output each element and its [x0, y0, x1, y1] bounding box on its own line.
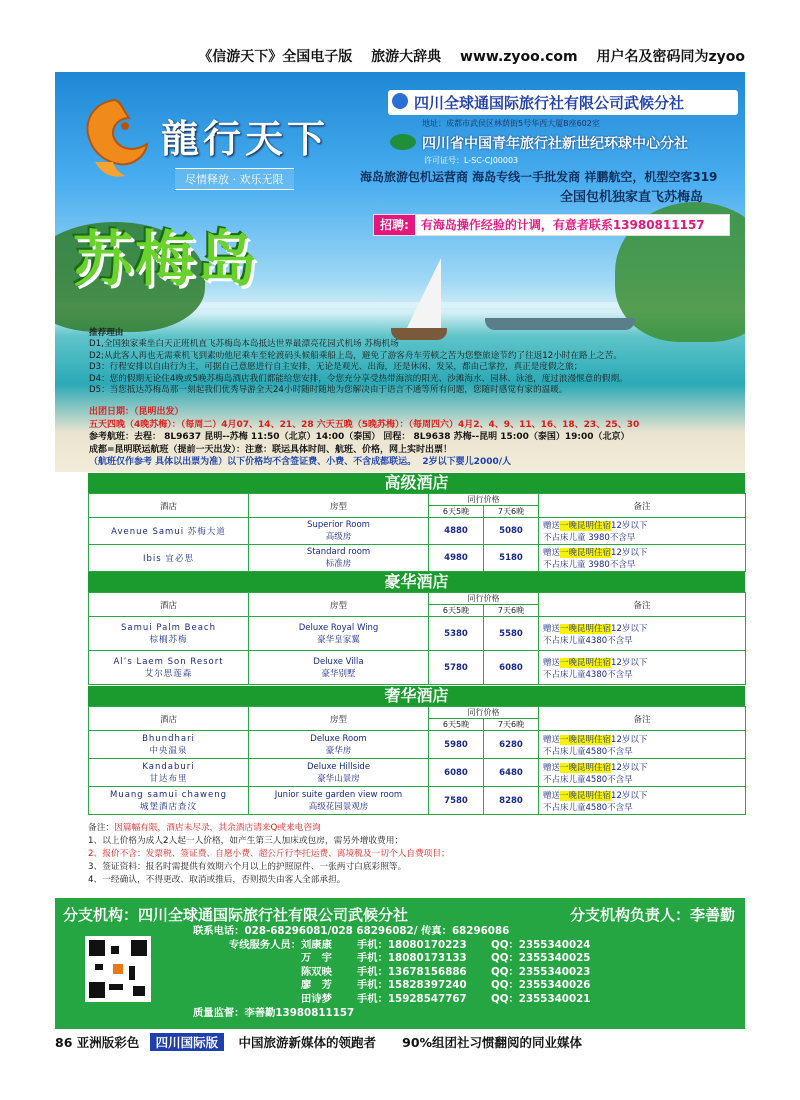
child-price-note: 不占床儿童4380不含早: [543, 635, 633, 646]
col-remark: 备注: [539, 593, 746, 617]
dragon-icon: [75, 92, 155, 182]
agency-primary: [388, 90, 738, 115]
agency-primary-name: 四川全球通国际旅行社有限公司武候分社: [414, 94, 685, 112]
room-cell: [249, 545, 429, 572]
remark-cell: [539, 545, 746, 572]
hotel-cn: 中央温泉: [149, 745, 188, 756]
child-price-note: 不占床儿童 3980不含早: [543, 560, 636, 570]
schedule-info: [89, 406, 741, 469]
bottom-slogan1: 中国旅游新媒体的领跑者: [238, 1035, 376, 1050]
section-title: 豪华酒店: [88, 572, 745, 592]
col-6d: 6天5晚: [429, 719, 484, 731]
hotel-en: Samui Palm Beach: [121, 622, 216, 633]
age-note: 12岁以下: [611, 734, 648, 745]
staff-row: [193, 966, 590, 980]
gift-highlight: 一晚昆明住宿: [560, 734, 612, 745]
remarks-block: [88, 822, 738, 887]
remarks-r4: 4、一经确认，不得更改、取消或推后，否则损失由客人全部承担。: [88, 875, 346, 885]
price-7d: 6480: [484, 759, 539, 787]
staff-qq[interactable]: QQ：2355340025: [491, 952, 591, 965]
room-cell: [249, 787, 429, 815]
room-cn: 豪华皇家翼: [317, 634, 360, 645]
age-note: 12岁以下: [611, 762, 648, 773]
hotel-cell: [89, 518, 249, 545]
age-note: 12岁以下: [611, 548, 648, 558]
age-note: 12岁以下: [611, 657, 648, 668]
col-7d: 7天6晚: [484, 605, 539, 617]
col-room: 房型: [249, 593, 429, 617]
remarks-label: 备注：: [88, 823, 115, 833]
table-row: [89, 759, 746, 787]
room-cn: 豪华房: [325, 745, 352, 756]
price-note-row: [89, 456, 741, 469]
table-row: [89, 545, 746, 572]
staff-mobile[interactable]: 手机：15928547767: [357, 992, 467, 1005]
room-cell: [249, 731, 429, 759]
gift-highlight: 一晚昆明住宿: [560, 521, 612, 531]
price-6d: 4980: [429, 545, 484, 572]
table-row: [89, 731, 746, 759]
edition-tag: 四川国际版: [150, 1033, 225, 1051]
branch-name: 分支机构：四川全球通国际旅行社有限公司武候分社: [63, 906, 409, 924]
reason-d1: D1,全国独家乘坐白天正班机直飞苏梅岛本岛抵达世界最漂亮花园式机场 苏梅机场: [89, 339, 399, 350]
hotel-cn: 甘达布里: [149, 773, 188, 784]
staff-name: 田诗梦: [301, 992, 332, 1005]
child-price-note: 不占床儿童4580不含早: [543, 802, 633, 813]
gift-highlight: 一晚昆明住宿: [560, 762, 612, 773]
price-6d: 5780: [429, 651, 484, 685]
price-7d: 6080: [484, 651, 539, 685]
hotline-label: 专线服务人员：: [228, 938, 301, 951]
hotel-cell: [89, 617, 249, 651]
col-hotel: 酒店: [89, 707, 249, 731]
reason-d4: D4：您的假期无论住4晚或5晚苏梅岛酒店我们都能给您安排，令您充分享受热带海滨的阳光、沙滩海水、园林、泳池，度过浪漫惬意的假期。: [89, 373, 628, 384]
age-note: 12岁以下: [611, 521, 648, 531]
agency-address: 地址：成都市武侯区林荫街5号华西大厦B座602室: [422, 119, 600, 128]
remark-cell: [539, 787, 746, 815]
gift-label: 赠送: [543, 762, 561, 773]
price-6d: 7580: [429, 787, 484, 815]
child-price-note: 不占床儿童4580不含早: [543, 774, 633, 785]
gift-label: 赠送: [543, 623, 561, 634]
quality-line: 质量监督：李善勤13980811157: [193, 1006, 355, 1019]
price-7d: 8280: [484, 787, 539, 815]
remarks-r0: 因篇幅有限，酒店未尽录，其余酒店请来Q或来电咨询: [114, 823, 321, 833]
col-6d: 6天5晚: [429, 605, 484, 617]
reason-d2: D2;从此客人再也无需乘机飞到素叻他尼乘车至轮渡码头候船乘船上岛，避免了游客舟车劳顿之苦为您整旅途节约了往返12小时在路上之苦。: [89, 350, 622, 361]
price-7d: 6280: [484, 731, 539, 759]
section-premium: [88, 473, 745, 572]
hotel-en: Kandaburi: [142, 761, 195, 772]
staff-mobile[interactable]: 手机：15828397240: [357, 979, 467, 992]
room-en: Superior Room: [307, 520, 370, 530]
contact-list: [193, 925, 590, 1020]
table-row: [89, 651, 746, 685]
room-en: Deluxe Royal Wing: [298, 622, 379, 633]
reasons-heading: 推荐理由: [89, 328, 124, 338]
child-price-note: 不占床儿童4380不含早: [543, 669, 633, 680]
staff-name: 万 宇: [301, 952, 332, 965]
col-7d: 7天6晚: [484, 506, 539, 518]
gift-highlight: 一晚昆明住宿: [560, 548, 612, 558]
price-7d: 5080: [484, 518, 539, 545]
col-peer-price: 同行价格: [429, 494, 539, 506]
hotel-cn: 苏梅大道: [187, 527, 226, 537]
staff-qq[interactable]: QQ：2355340026: [491, 979, 591, 992]
remarks-r2: 2、报价不含：发票税、签证费、自愿小费、超公斤行李托运费、离境税及一切个人自费项目；: [88, 849, 450, 859]
room-en: Junior suite garden view room: [274, 789, 403, 800]
room-en: Deluxe Villa: [313, 656, 364, 667]
agency-logo-icon: [392, 93, 408, 109]
col-room: 房型: [249, 707, 429, 731]
room-cn: 高级花园景观房: [308, 801, 369, 812]
remark-cell: [539, 731, 746, 759]
remark-cell: [539, 759, 746, 787]
price-7d: 5580: [484, 617, 539, 651]
hotel-cell: [89, 759, 249, 787]
charter-slogan: 全国包机独家直飞苏梅岛: [560, 190, 704, 205]
dates-line: 五天四晚（4晚苏梅）：（每周二）4月07、14、21、28 六天五晚（5晚苏梅）：（每周四六）4月2、4、9、11、16、18、23、25、30: [89, 419, 640, 430]
youth-travel-logo-icon: [390, 134, 416, 150]
hotel-en: Al’s Laem Son Resort: [113, 656, 224, 667]
agency-secondary-name: 四川省中国青年旅行社新世纪环球中心分社: [422, 136, 688, 152]
brand-subtitle: 尽情释放 · 欢乐无限: [175, 168, 294, 190]
section-luxury: [88, 686, 745, 815]
table-row: [89, 518, 746, 545]
price-note: （航班仅作参考 具体以出票为准）以下价格均不含签证费、小费、不含成都联运。: [89, 457, 417, 467]
price-6d: 5380: [429, 617, 484, 651]
room-cn: 高级房: [325, 532, 352, 542]
hotel-cn: 艾尔思莲森: [144, 668, 193, 679]
staff-mobile[interactable]: 手机：13678156886: [357, 965, 467, 978]
room-cell: [249, 759, 429, 787]
room-en: Standard room: [306, 547, 371, 557]
staff-qq[interactable]: QQ：2355340024: [491, 938, 591, 951]
hotel-cell: [89, 651, 249, 685]
hotel-cell: [89, 545, 249, 572]
col-remark: 备注: [539, 494, 746, 518]
room-en: Deluxe Hillside: [306, 761, 371, 772]
gift-label: 赠送: [543, 521, 561, 531]
dates-label: 出团日期：（昆明出发）: [89, 407, 184, 417]
remark-cell: [539, 617, 746, 651]
hotel-en: Ibis: [143, 554, 162, 564]
gift-label: 赠送: [543, 548, 561, 558]
website-link[interactable]: www.zyoo.com: [460, 49, 578, 65]
recruit-tag: 招聘:: [374, 215, 415, 235]
top-banner: [55, 46, 745, 70]
remarks-intro: [88, 822, 738, 835]
staff-mobile[interactable]: 手机：18080170223: [357, 938, 467, 951]
login-note: 用户名及密码同为zyoo: [596, 49, 745, 65]
phone-line: 联系电话：028-68296081/028 68296082/ 传真：68296086: [193, 925, 510, 937]
brand-title: 龍行天下: [161, 116, 330, 161]
license-number: 许可证号：L-SC-CJ00003: [424, 156, 519, 165]
age-note: 12岁以下: [611, 790, 648, 801]
staff-qq[interactable]: QQ：2355340021: [491, 992, 591, 1005]
recruit-banner: [373, 214, 730, 236]
bottom-bar: [55, 1033, 745, 1055]
staff-name: 廖 芳: [301, 979, 332, 992]
room-cn: 豪华别墅: [321, 668, 356, 679]
col-hotel: 酒店: [89, 494, 249, 518]
staff-row: [193, 993, 590, 1007]
child-price-note: 不占床儿童 3980不含早: [543, 533, 636, 543]
magazine-title: 《信游天下》全国电子版: [198, 49, 353, 65]
hotel-table: [88, 493, 746, 572]
staff-row: [193, 952, 590, 966]
hotel-en: Muang samui chaweng: [109, 789, 227, 800]
room-cell: [249, 651, 429, 685]
sailboat-icon: [407, 258, 441, 328]
col-remark: 备注: [539, 707, 746, 731]
remark-cell: [539, 518, 746, 545]
child-price-note: 不占床儿童4580不含早: [543, 746, 633, 757]
price-6d: 5980: [429, 731, 484, 759]
remarks-r3: 3、签证资料：报名时需提供有效期六个月以上的护照原件、一张两寸白底彩照等。: [88, 862, 407, 872]
staff-mobile[interactable]: 手机：18080173133: [357, 952, 467, 965]
hotel-cn: 棕榈苏梅: [149, 634, 188, 645]
reason-d5: D5：当您抵达苏梅岛那一刻起我们优秀导游全天24小时随时随地为您解决由于语言不通等所有问题，您随时感觉有家的温暖。: [89, 385, 568, 396]
gift-highlight: 一晚昆明住宿: [560, 657, 612, 668]
hotel-cn: 城堡酒店查汶: [139, 801, 197, 812]
hotel-table: [88, 592, 746, 685]
connect-line: 成都=昆明联运航班（提前一天出发）：注意：联运具体时间、航班、价格，网上实时出票！: [89, 444, 453, 455]
age-note: 12岁以下: [611, 623, 648, 634]
hotel-cell: [89, 787, 249, 815]
table-row: [89, 617, 746, 651]
gift-label: 赠送: [543, 657, 561, 668]
room-cell: [249, 617, 429, 651]
price-7d: 5180: [484, 545, 539, 572]
room-en: Deluxe Room: [310, 733, 367, 744]
col-peer-price: 同行价格: [429, 593, 539, 605]
staff-row: [193, 979, 590, 993]
child-note: 2岁以下婴儿2000/人: [422, 457, 512, 467]
agency-secondary: [388, 133, 738, 153]
reason-d3: D3：行程安排以自由行为主，可据自己意愿进行自主安排，无论是观光、出海，还是休闲、发呆，都由己掌控，真正是度假之旅；: [89, 362, 583, 373]
table-row: [89, 787, 746, 815]
operator-slogan: 海岛旅游包机运营商 海岛专线一手批发商 祥鹏航空，机型空客319: [360, 170, 718, 184]
page: [55, 0, 745, 1100]
hotel-en: Avenue Samui: [111, 527, 185, 537]
flight-line: 参考航班：去程： 8L9637 昆明--苏梅 11:50（北京）14:00（泰国） 回程： 8L9638 苏梅--昆明 15:00（泰国）19:00（北京）: [89, 432, 630, 442]
agency-info: [388, 90, 738, 166]
hotel-table: [88, 706, 746, 815]
remarks-r1: 1、以上价格为成人2人起一人价格，如产生第三人加床或包房，需另外增收费用；: [88, 836, 404, 846]
dictionary-title: 旅游大辞典: [371, 49, 442, 65]
contact-footer: [55, 898, 745, 1029]
hotel-en: Bhundhari: [142, 733, 195, 744]
brand-logo: [75, 92, 335, 202]
staff-qq[interactable]: QQ：2355340023: [491, 965, 591, 978]
recommend-reasons: [89, 328, 739, 396]
col-6d: 6天5晚: [429, 506, 484, 518]
staff-name: 陈双映: [301, 965, 332, 978]
hotel-cn: 宜必思: [165, 554, 194, 564]
col-peer-price: 同行价格: [429, 707, 539, 719]
page-number: 86 亚洲版彩色: [55, 1035, 140, 1050]
qr-code-icon[interactable]: [85, 936, 151, 1002]
branch-manager: 分支机构负责人：李善勤: [569, 906, 735, 924]
price-6d: 6080: [429, 759, 484, 787]
section-title: 高级酒店: [88, 473, 745, 493]
col-7d: 7天6晚: [484, 719, 539, 731]
bottom-slogan2: 90%组团社习惯翻阅的同业媒体: [402, 1035, 583, 1050]
hotel-cell: [89, 731, 249, 759]
gift-highlight: 一晚昆明住宿: [560, 790, 612, 801]
gift-label: 赠送: [543, 790, 561, 801]
remark-cell: [539, 651, 746, 685]
island-title: 苏梅岛: [73, 225, 259, 295]
gift-highlight: 一晚昆明住宿: [560, 623, 612, 634]
gift-label: 赠送: [543, 734, 561, 745]
room-cn: 标准房: [325, 559, 352, 569]
col-hotel: 酒店: [89, 593, 249, 617]
staff-name: 刘康康: [301, 938, 332, 951]
section-title: 奢华酒店: [88, 686, 745, 706]
section-deluxe: [88, 572, 745, 685]
staff-row: [193, 939, 590, 953]
recruit-text: 有海岛操作经验的计调，有意者联系13980811157: [420, 218, 705, 232]
price-6d: 4880: [429, 518, 484, 545]
room-cell: [249, 518, 429, 545]
room-cn: 豪华山景房: [317, 773, 360, 784]
col-room: 房型: [249, 494, 429, 518]
